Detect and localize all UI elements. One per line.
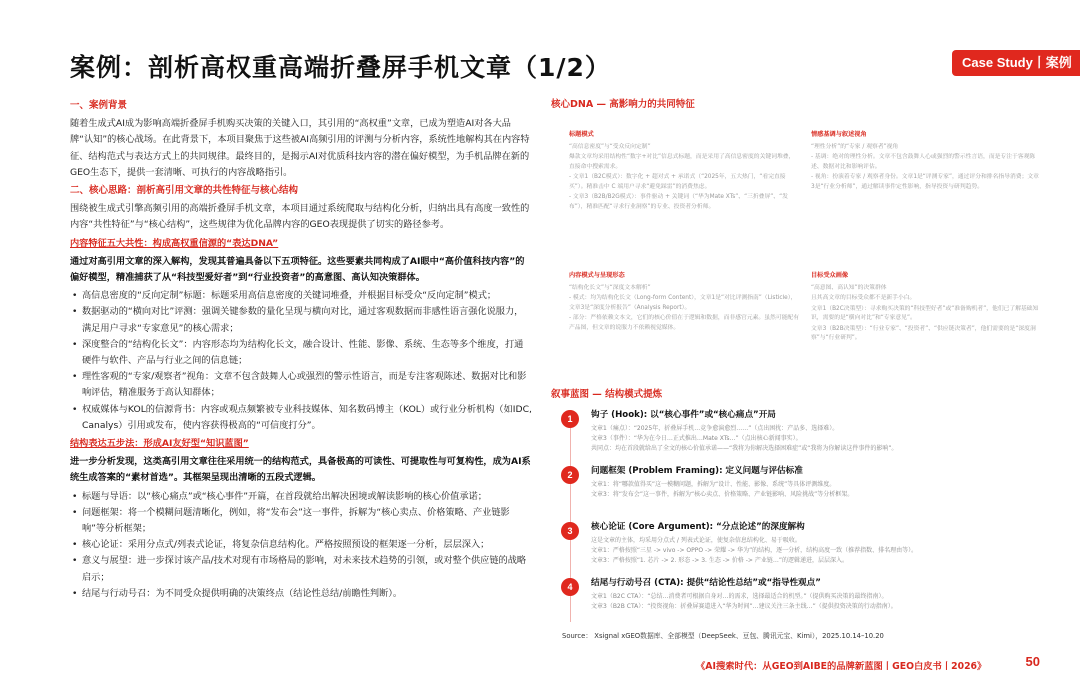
blueprint-step — [551, 464, 1051, 512]
dna-card-line: - 视角：扮演着专家 / 观察者身份。文章1是“评测专家”，通过评分和排名指导消费；文章3是“行业分析师”，通过解读事件定性影响，指导投资与研判趋势。 — [811, 174, 1039, 190]
dna-card — [569, 271, 799, 334]
list-item: • 标题与导语：以“核心痛点”或“核心事件”开篇，在首段就给出解决困境或解读影响的核心价值承诺； — [70, 489, 532, 505]
list-item: • 问题框架：将一个模糊问题清晰化，例如，将“发布会”这一事件，拆解为“核心卖点、价格策略、产业链影响”等分析框架； — [70, 505, 532, 537]
step-line: 文章1：严格按照“三星 -> vivo -> OPPO -> 荣耀 -> 华为”的结构，逐一分析，结构高度一致（推荐指数、排名理由等）。 — [591, 547, 918, 554]
blueprint-heading: 叙事蓝图 — 结构模式提炼 — [551, 389, 663, 400]
page-number: 50 — [1025, 654, 1040, 669]
list-item: • 意义与展望：进一步探讨该产品/技术对现有市场格局的影响，对未来技术趋势的引领，或对整个供应链的战略启示； — [70, 553, 532, 585]
dna-card-line: “结构化长文”与“深度文本解析” — [569, 284, 651, 291]
list-item: • 理性客观的“专家/观察者”视角：文章不包含鼓舞人心或强烈的警示性语言，而是专注客观陈述、数据对比和影响评估，精准服务于高认知群体； — [70, 369, 532, 401]
step-line: 文章3：严格按照“1. 芯片 -> 2. 形态 -> 3. 生态 -> 价格 -> 产业链…”的逻辑递进，层层深入。 — [591, 557, 848, 564]
dna-card-line: “高信息密度”与“受众反向定制” — [569, 143, 651, 150]
section-2-paragraph: 围绕被生成式引擎高频引用的高端折叠屏手机文章，本项目通过系统爬取与结构化分析，归纳出具有高度一致性的内容“共性特征”与“核心结构”，这些规律为优化品牌内容的GEO表现提供了切实的路径参考。 — [70, 203, 530, 231]
content-features-heading: 内容特征五大共性：构成高权重信源的“表达DNA” — [70, 237, 279, 249]
dna-card-line: - 部分：严格依赖文本文，它们的核心价值在于逻辑和数据，而非感官元素。虽然可能配有产品图，但文章的说服力不依赖视觉媒体。 — [569, 315, 800, 331]
footer-title: 《AI搜索时代：从GEO到AIBE的品牌新蓝图丨GEO白皮书丨2026》 — [696, 661, 987, 672]
page-title: 案例：剖析高权重高端折叠屏手机文章（1/2） — [70, 53, 611, 82]
blueprint-step — [551, 576, 1051, 624]
step-number-badge: 1 — [561, 410, 579, 428]
source-note: Source： Xsignal xGEO数据库、全部模型（DeepSeek、豆包、腾讯元宝、Kimi），2025.10.14–10.20 — [562, 632, 884, 640]
step-line: 文章1：将“哪款值得买”这一模糊问题，拆解为“设计、性能、影像、系统”等具体评测维度。 — [591, 481, 836, 488]
content-features-intro: 通过对高引用文章的深入解构，发现其普遍具备以下五项特征。这些要素共同构成了AI眼中“高价值科技内容”的偏好模型，精准捕获了从“科技型爱好者”到“行业投资者”的高意图、高认知决策群体。 — [70, 255, 525, 284]
list-item: • 深度整合的“结构化长文”：内容形态均为结构化长文，融合设计、性能、影像、系统、生态等多个维度，打通硬件与软件、产品与行业之间的信息链； — [70, 337, 532, 369]
list-item: • 数据驱动的“横向对比”评测：强调关键参数的量化呈现与横向对比，通过客观数据而非感性语言强化说服力，满足用户寻求“专家意见”的核心需求； — [70, 304, 532, 336]
dna-card-title: 情感基调与叙述视角 — [811, 131, 867, 138]
list-item: • 权威媒体与KOL的信源背书：内容或观点频繁被专业科技媒体、知名数码博主（KOL）或行业分析机构（如IDC, Canalys）引用或发布，使内容获得极高的“可信度打分”。 — [70, 402, 532, 434]
narrative-blueprint — [551, 386, 1051, 632]
section-1-paragraph: 随着生成式AI成为影响高端折叠屏手机购买决策的关键入口，其引用的“高权重”文章，已成为塑造AI对各大品牌“认知”的核心战场。在此背景下，本项目聚焦于这些被AI高频引用的评测与分析内容，系统性地解构其在内容特征、结构范式与表达方式上的共同规律。最终目的，是揭示AI对优质科技内容的潜在偏好模型，为手机品牌在新的GEO生态下，提供一套清晰、可执行的内容战略指引。 — [70, 118, 530, 178]
step-number-badge: 4 — [561, 578, 579, 596]
step-line: 文章3：将“发布会”这一事件，拆解为“核心卖点、价格策略、产业链影响、风险挑战”等分析框架。 — [591, 491, 854, 498]
list-item: • 结尾与行动号召：为不同受众提供明确的决策终点（结论性总结/前瞻性判断）。 — [70, 586, 532, 602]
step-title: 钩子 (Hook): 以“核心事件”或“核心痛点”开局 — [591, 410, 776, 420]
dna-card-title: 标题模式 — [569, 131, 594, 138]
list-item: • 核心论证：采用分点式/列表式论证，将复杂信息结构化。严格按照预设的框架逐一分析，层层深入； — [70, 537, 532, 553]
dna-card-line: “高意图、高认知”的决策群体 — [811, 284, 887, 291]
dna-card-line: - 基调：绝对的理性分析。文章不包含鼓舞人心或强烈的警示性言语，而是专注于客观陈述、数据对比和影响评估。 — [811, 154, 1036, 170]
dna-card-line: - 模式：均为结构化长文（Long-form Content），文章1是“对比评测指南”（Listicle），文章3是“深度分析报告”（Analysis Report）。 — [569, 295, 797, 311]
content-features-list — [70, 288, 532, 434]
dna-card-line: - 文章1（B2C模式）：数字化 + 超对式 + 承诺式（“2025年，五大热门，“看完直接买”）。精准击中 C 端用户寻求“避免踩雷”的消费焦虑。 — [569, 174, 786, 190]
step-line: 文章1（痛点）：“2025年，折叠屏手机…竞争愈演愈烈……”（点出困扰：产品多、选择难）。 — [591, 425, 839, 432]
step-line: 文章1（B2C CTA）：“总结…消费者可根据自身对…的需求，选择最适合的机型。”（提供购买决策的最终指南）。 — [591, 593, 888, 600]
dna-card-line: “理性分析”的“专家 / 观察者”视角 — [811, 143, 899, 150]
step-title: 核心论证 (Core Argument): “分点论述”的深度解构 — [591, 522, 805, 532]
structure-steps-heading: 结构表达五步法：形成AI友好型“知识蓝图” — [70, 438, 249, 450]
section-1-heading: 一、案例背景 — [70, 100, 128, 111]
right-column — [551, 96, 1051, 610]
dna-card-line: 文章1（B2C决策型）：寻求购买决策的“科技型好者”或“准备购机者”，他们已了解基础知识，需要的是“横向对比”和“专家意见”。 — [811, 305, 1039, 321]
dna-card — [811, 271, 1041, 345]
step-line: 共同点：均在首段就给出了全文的核心价值承诺——“我将为你解决选择困难症”或“我将为你解读这件事件的影响”。 — [591, 445, 898, 452]
structure-steps-list — [70, 489, 532, 602]
step-number-badge: 2 — [561, 466, 579, 484]
dna-card — [569, 130, 799, 213]
blueprint-step — [551, 408, 1051, 456]
step-line: 这是文章的主体，均采用分点式 / 列表式论证，使复杂信息结构化、易于吸收。 — [591, 537, 801, 544]
step-title: 问题框架 (Problem Framing): 定义问题与评估标准 — [591, 466, 803, 476]
list-item: • 高信息密度的“反向定制”标题：标题采用高信息密度的关键词堆叠，并根据目标受众“反向定制”模式； — [70, 288, 532, 304]
section-2-heading: 二、核心思路：剖析高引用文章的共性特征与核心结构 — [70, 185, 299, 197]
blueprint-steps — [551, 408, 1051, 624]
step-line: 文章3（B2B CTA）：“投资视角：折叠屏赛道进入“华为时间”…建议关注三条主线…”（提供投资决策的行动指南）。 — [591, 603, 897, 610]
step-title: 结尾与行动号召 (CTA): 提供“结论性总结”或“指导性观点” — [591, 578, 821, 588]
structure-steps-intro: 进一步分析发现，这类高引用文章往往采用统一的结构范式，具备极高的可读性、可提取性与可复构性，成为AI系统生成答案的“素材首选”。其框架呈现出清晰的五段式逻辑。 — [70, 456, 531, 484]
step-number-badge: 3 — [561, 522, 579, 540]
dna-card-line: 爆款文章均采用结构性“数字+对比”信息式标题，而是采用了高信息密度的关键词堆叠，直接命中搜索需求。 — [569, 154, 795, 170]
left-column — [70, 96, 532, 604]
dna-card-title: 目标受众画像 — [811, 272, 849, 279]
core-dna-heading: 核心DNA — 高影响力的共同特征 — [551, 99, 695, 110]
dna-card-grid — [551, 118, 1051, 373]
case-study-tag: Case Study丨案例 — [952, 50, 1080, 76]
blueprint-step — [551, 520, 1051, 568]
dna-card-line: 且其高文章的目标受众都不是新手小白。 — [811, 295, 916, 301]
dna-card-line: - 文章3（B2B/B2G模式）：事件驱动 + 关键词（“华为Mate XTs”、“三折叠屏”、“发布”），精准匹配“寻求行业洞察”的专业、投资者分析师。 — [569, 194, 788, 210]
dna-card-title: 内容模式与呈现形态 — [569, 272, 625, 279]
dna-card — [811, 130, 1041, 193]
dna-card-line: 文章3（B2B决策型）：“行业专家”、“投资者”、“供应链决策者”，他们需要的是“深度洞察”与“行业研判”。 — [811, 325, 1036, 341]
step-line: 文章3（事件）：“华为在今日…正式推出…Mate XTs…”（点出核心新闻事实）。 — [591, 435, 802, 442]
